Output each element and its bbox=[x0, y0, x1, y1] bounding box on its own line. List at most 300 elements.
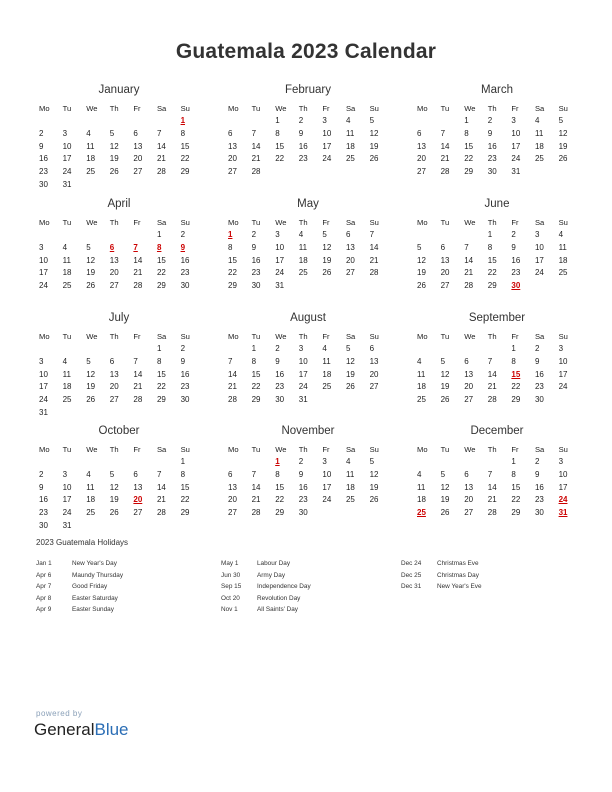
weekday-header: Tu bbox=[440, 445, 450, 454]
day-cell: 20 bbox=[464, 495, 474, 505]
day-cell: 16 bbox=[251, 255, 261, 265]
holiday-row bbox=[36, 581, 206, 593]
day-cell: 13 bbox=[345, 242, 355, 252]
day-cell: 3 bbox=[558, 344, 564, 353]
day-cell: 7 bbox=[156, 128, 162, 138]
day-cell: 6 bbox=[228, 128, 233, 138]
holiday-name: Easter Saturday bbox=[72, 594, 118, 602]
day-cell: 12 bbox=[109, 141, 119, 151]
holiday-day-cell: 1 bbox=[275, 457, 280, 466]
day-cell: 11 bbox=[86, 482, 95, 492]
weekday-header: Sa bbox=[534, 332, 545, 341]
weekday-header: Fr bbox=[322, 332, 330, 341]
month-days-grid bbox=[414, 330, 580, 407]
day-cell: 5 bbox=[322, 230, 327, 239]
empty-cell bbox=[249, 456, 273, 469]
day-cell: 15 bbox=[156, 255, 166, 265]
day-cell: 23 bbox=[534, 382, 544, 392]
weekday-header: Th bbox=[109, 445, 119, 454]
holiday-row bbox=[221, 593, 391, 605]
day-cell: 15 bbox=[180, 482, 190, 492]
empty-cell bbox=[60, 115, 84, 128]
day-cell: 14 bbox=[251, 141, 261, 151]
day-cell: 12 bbox=[369, 128, 379, 138]
holiday-day-cell: 7 bbox=[133, 242, 138, 252]
day-cell: 6 bbox=[369, 344, 375, 353]
day-cell: 10 bbox=[62, 482, 72, 492]
weekday-header: Tu bbox=[440, 218, 450, 227]
day-cell: 2 bbox=[251, 230, 257, 239]
day-cell: 5 bbox=[86, 356, 91, 366]
empty-cell bbox=[154, 115, 178, 128]
empty-cell bbox=[225, 456, 249, 469]
weekday-header: Sa bbox=[156, 332, 167, 341]
month-name: April bbox=[107, 198, 131, 210]
weekday-header: Fr bbox=[511, 445, 519, 454]
day-cell: 13 bbox=[228, 482, 237, 492]
weekday-header: Fr bbox=[133, 218, 141, 227]
day-cell: 29 bbox=[180, 508, 190, 518]
empty-cell bbox=[36, 456, 60, 469]
holiday-date: Dec 24 bbox=[401, 560, 422, 567]
day-cell: 16 bbox=[298, 141, 308, 151]
weekday-header: Fr bbox=[511, 104, 519, 113]
day-cell: 21 bbox=[156, 495, 166, 505]
day-cell: 18 bbox=[417, 382, 426, 392]
day-cell: 11 bbox=[86, 141, 95, 151]
weekday-header: We bbox=[464, 218, 476, 227]
weekday-header: Su bbox=[180, 332, 190, 341]
weekday-header: Mo bbox=[417, 104, 428, 113]
day-cell: 24 bbox=[62, 508, 72, 518]
day-cell: 17 bbox=[558, 482, 568, 492]
month-name: October bbox=[98, 425, 140, 437]
day-cell: 19 bbox=[322, 255, 332, 265]
day-cell: 17 bbox=[62, 495, 72, 505]
day-cell: 13 bbox=[133, 141, 143, 151]
month-august bbox=[225, 311, 391, 407]
day-cell: 31 bbox=[275, 281, 285, 291]
holiday-day-cell: 8 bbox=[156, 242, 162, 252]
month-name: June bbox=[484, 198, 510, 210]
day-cell: 28 bbox=[251, 508, 261, 518]
day-cell: 6 bbox=[133, 469, 138, 479]
day-cell: 23 bbox=[180, 382, 190, 392]
empty-cell bbox=[438, 456, 462, 469]
weekday-header: Su bbox=[180, 104, 190, 113]
day-cell: 30 bbox=[251, 281, 261, 291]
holiday-date: Dec 25 bbox=[401, 571, 422, 579]
day-cell: 22 bbox=[511, 495, 521, 505]
weekday-header: Fr bbox=[322, 218, 330, 227]
day-cell: 3 bbox=[39, 356, 44, 366]
empty-cell bbox=[130, 456, 154, 469]
day-cell: 7 bbox=[369, 230, 375, 239]
weekday-header: We bbox=[275, 218, 287, 227]
holiday-row bbox=[36, 593, 206, 605]
empty-cell bbox=[414, 229, 438, 242]
weekday-header: Sa bbox=[345, 104, 356, 113]
day-cell: 14 bbox=[487, 482, 497, 492]
day-cell: 6 bbox=[109, 356, 115, 366]
empty-cell bbox=[107, 115, 131, 128]
day-cell: 12 bbox=[86, 255, 96, 265]
day-cell: 11 bbox=[534, 128, 544, 138]
day-cell: 11 bbox=[345, 469, 355, 479]
day-cell: 10 bbox=[558, 469, 568, 479]
day-cell: 10 bbox=[322, 469, 332, 479]
day-cell: 28 bbox=[156, 167, 166, 177]
weekday-header: Th bbox=[109, 332, 119, 341]
day-cell: 1 bbox=[156, 230, 162, 239]
day-cell: 7 bbox=[133, 356, 138, 366]
generalblue-logo[interactable] bbox=[34, 720, 129, 740]
day-cell: 21 bbox=[487, 495, 497, 505]
month-days-grid bbox=[36, 216, 202, 293]
day-cell: 30 bbox=[180, 281, 190, 291]
weekday-header: Mo bbox=[39, 445, 50, 454]
day-cell: 5 bbox=[417, 242, 422, 252]
weekday-header: Su bbox=[558, 332, 568, 341]
day-cell: 17 bbox=[322, 141, 332, 151]
day-cell: 30 bbox=[534, 395, 544, 405]
weekday-header: We bbox=[86, 332, 98, 341]
day-cell: 19 bbox=[86, 382, 96, 392]
day-cell: 4 bbox=[534, 116, 540, 125]
month-november bbox=[225, 424, 391, 520]
day-cell: 20 bbox=[109, 382, 119, 392]
day-cell: 15 bbox=[156, 369, 166, 379]
day-cell: 10 bbox=[534, 242, 544, 252]
day-cell: 22 bbox=[156, 268, 166, 278]
holiday-day-cell: 24 bbox=[558, 495, 568, 505]
empty-cell bbox=[438, 229, 462, 242]
day-cell: 21 bbox=[133, 268, 143, 278]
day-cell: 21 bbox=[440, 154, 450, 164]
day-cell: 28 bbox=[440, 167, 450, 177]
day-cell: 24 bbox=[322, 154, 332, 164]
empty-cell bbox=[36, 229, 60, 242]
empty-cell bbox=[107, 229, 131, 242]
day-cell: 11 bbox=[417, 369, 426, 379]
weekday-header: Mo bbox=[228, 218, 239, 227]
month-name: August bbox=[290, 312, 326, 324]
day-cell: 26 bbox=[345, 382, 355, 392]
day-cell: 24 bbox=[511, 154, 521, 164]
day-cell: 19 bbox=[345, 369, 355, 379]
month-may bbox=[225, 197, 391, 293]
day-cell: 17 bbox=[322, 482, 332, 492]
empty-cell bbox=[414, 456, 438, 469]
weekday-header: We bbox=[464, 104, 476, 113]
day-cell: 19 bbox=[369, 482, 379, 492]
day-cell: 22 bbox=[275, 154, 285, 164]
holiday-row bbox=[221, 581, 391, 593]
weekday-header: Su bbox=[369, 218, 379, 227]
day-cell: 28 bbox=[487, 395, 497, 405]
day-cell: 28 bbox=[464, 281, 474, 291]
weekday-header: Sa bbox=[534, 218, 545, 227]
weekday-header: Th bbox=[487, 104, 497, 113]
weekday-header: Fr bbox=[133, 445, 141, 454]
day-cell: 25 bbox=[345, 154, 355, 164]
weekday-header: We bbox=[464, 445, 476, 454]
day-cell: 22 bbox=[180, 495, 190, 505]
day-cell: 17 bbox=[298, 369, 308, 379]
weekday-header: Mo bbox=[417, 445, 428, 454]
weekday-header: We bbox=[86, 104, 98, 113]
day-cell: 6 bbox=[345, 230, 351, 239]
weekday-header: Th bbox=[487, 445, 497, 454]
weekday-header: Fr bbox=[133, 332, 141, 341]
weekday-header: Tu bbox=[440, 332, 450, 341]
weekday-header: Tu bbox=[251, 332, 261, 341]
day-cell: 21 bbox=[369, 255, 379, 265]
empty-cell bbox=[60, 343, 84, 356]
empty-cell bbox=[36, 115, 60, 128]
weekday-header: Mo bbox=[39, 104, 50, 113]
day-cell: 3 bbox=[322, 457, 327, 466]
day-cell: 8 bbox=[487, 242, 493, 252]
month-june bbox=[414, 197, 580, 293]
day-cell: 9 bbox=[487, 128, 493, 138]
day-cell: 29 bbox=[511, 508, 521, 518]
month-days-grid bbox=[414, 443, 580, 520]
day-cell: 10 bbox=[39, 255, 48, 265]
day-cell: 25 bbox=[534, 154, 544, 164]
empty-cell bbox=[461, 456, 485, 469]
day-cell: 27 bbox=[133, 508, 143, 518]
day-cell: 2 bbox=[180, 344, 186, 353]
day-cell: 28 bbox=[156, 508, 166, 518]
day-cell: 26 bbox=[322, 268, 332, 278]
empty-cell bbox=[60, 229, 84, 242]
day-cell: 8 bbox=[228, 242, 233, 252]
day-cell: 30 bbox=[39, 520, 48, 530]
day-cell: 27 bbox=[345, 268, 355, 278]
month-name: December bbox=[470, 425, 524, 437]
day-cell: 9 bbox=[298, 469, 304, 479]
weekday-header: Fr bbox=[322, 445, 330, 454]
holiday-row bbox=[36, 604, 206, 616]
day-cell: 16 bbox=[39, 154, 48, 164]
holiday-row bbox=[221, 570, 391, 582]
weekday-header: Mo bbox=[417, 332, 428, 341]
day-cell: 24 bbox=[39, 395, 48, 405]
day-cell: 7 bbox=[251, 469, 257, 479]
day-cell: 28 bbox=[133, 281, 143, 291]
empty-cell bbox=[249, 115, 273, 128]
weekday-header: Mo bbox=[417, 218, 428, 227]
day-cell: 22 bbox=[464, 154, 474, 164]
day-cell: 14 bbox=[464, 255, 474, 265]
holiday-row bbox=[36, 558, 206, 570]
day-cell: 20 bbox=[133, 154, 143, 164]
day-cell: 25 bbox=[345, 495, 355, 505]
day-cell: 10 bbox=[298, 356, 308, 366]
day-cell: 20 bbox=[228, 495, 237, 505]
day-cell: 6 bbox=[228, 469, 233, 479]
day-cell: 15 bbox=[275, 482, 285, 492]
holiday-date: Apr 8 bbox=[36, 594, 52, 602]
weekday-header: Fr bbox=[133, 104, 141, 113]
day-cell: 24 bbox=[298, 382, 308, 392]
day-cell: 19 bbox=[86, 268, 96, 278]
day-cell: 1 bbox=[156, 344, 162, 353]
day-cell: 31 bbox=[62, 520, 72, 530]
weekday-header: Th bbox=[298, 104, 308, 113]
day-cell: 3 bbox=[62, 128, 68, 138]
day-cell: 29 bbox=[275, 508, 285, 518]
day-cell: 28 bbox=[133, 395, 143, 405]
holiday-row bbox=[401, 570, 571, 582]
holiday-row bbox=[221, 558, 391, 570]
holiday-row bbox=[221, 604, 391, 616]
day-cell: 27 bbox=[464, 395, 474, 405]
day-cell: 4 bbox=[86, 469, 91, 479]
weekday-header: Mo bbox=[39, 332, 50, 341]
day-cell: 8 bbox=[251, 356, 257, 366]
day-cell: 22 bbox=[487, 268, 497, 278]
day-cell: 5 bbox=[369, 116, 375, 125]
day-cell: 26 bbox=[109, 508, 119, 518]
day-cell: 18 bbox=[62, 382, 72, 392]
day-cell: 22 bbox=[228, 268, 237, 278]
weekday-header: Sa bbox=[345, 332, 356, 341]
day-cell: 23 bbox=[298, 495, 308, 505]
day-cell: 4 bbox=[345, 116, 351, 125]
day-cell: 4 bbox=[298, 230, 304, 239]
month-days-grid bbox=[225, 330, 391, 407]
day-cell: 7 bbox=[487, 356, 493, 366]
day-cell: 18 bbox=[62, 268, 72, 278]
day-cell: 19 bbox=[558, 141, 568, 151]
weekday-header: Fr bbox=[511, 218, 519, 227]
holiday-date: Apr 7 bbox=[36, 583, 52, 591]
day-cell: 3 bbox=[511, 116, 516, 125]
day-cell: 21 bbox=[156, 154, 166, 164]
day-cell: 17 bbox=[558, 369, 568, 379]
day-cell: 18 bbox=[298, 255, 308, 265]
day-cell: 16 bbox=[534, 482, 544, 492]
empty-cell bbox=[461, 229, 485, 242]
weekday-header: We bbox=[275, 445, 287, 454]
day-cell: 1 bbox=[251, 344, 257, 353]
day-cell: 23 bbox=[180, 268, 190, 278]
day-cell: 21 bbox=[228, 382, 237, 392]
day-cell: 29 bbox=[511, 395, 521, 405]
day-cell: 24 bbox=[275, 268, 285, 278]
weekday-header: Fr bbox=[511, 332, 519, 341]
day-cell: 14 bbox=[487, 369, 497, 379]
holiday-name: Christmas Eve bbox=[437, 560, 479, 567]
day-cell: 13 bbox=[417, 141, 426, 151]
empty-cell bbox=[485, 456, 509, 469]
month-july bbox=[36, 311, 202, 420]
empty-cell bbox=[130, 343, 154, 356]
day-cell: 30 bbox=[534, 508, 544, 518]
month-february bbox=[225, 83, 391, 179]
weekday-header: Sa bbox=[534, 445, 545, 454]
day-cell: 5 bbox=[440, 356, 446, 366]
day-cell: 6 bbox=[133, 128, 138, 138]
day-cell: 12 bbox=[86, 369, 96, 379]
day-cell: 14 bbox=[228, 369, 237, 379]
day-cell: 5 bbox=[558, 116, 564, 125]
holiday-day-cell: 15 bbox=[511, 369, 521, 379]
day-cell: 2 bbox=[298, 116, 304, 125]
day-cell: 28 bbox=[251, 167, 261, 177]
day-cell: 19 bbox=[369, 141, 379, 151]
day-cell: 9 bbox=[180, 356, 186, 366]
month-september bbox=[414, 311, 580, 407]
day-cell: 13 bbox=[369, 356, 379, 366]
day-cell: 18 bbox=[534, 141, 544, 151]
day-cell: 21 bbox=[133, 382, 143, 392]
month-name: May bbox=[297, 198, 319, 210]
day-cell: 13 bbox=[464, 482, 474, 492]
day-cell: 26 bbox=[558, 154, 568, 164]
month-october bbox=[36, 424, 202, 533]
empty-cell bbox=[130, 115, 154, 128]
weekday-header: Tu bbox=[62, 332, 72, 341]
month-name: January bbox=[98, 84, 140, 96]
weekday-header: Sa bbox=[345, 445, 356, 454]
day-cell: 1 bbox=[180, 457, 186, 466]
weekday-header: Tu bbox=[251, 218, 261, 227]
day-cell: 9 bbox=[39, 141, 44, 151]
weekday-header: Tu bbox=[251, 104, 261, 113]
day-cell: 2 bbox=[511, 230, 516, 239]
weekday-header: Th bbox=[487, 218, 497, 227]
day-cell: 11 bbox=[62, 255, 71, 265]
day-cell: 7 bbox=[251, 128, 257, 138]
day-cell: 9 bbox=[511, 242, 516, 252]
day-cell: 31 bbox=[62, 179, 72, 189]
holiday-name: Good Friday bbox=[72, 583, 108, 591]
day-cell: 4 bbox=[62, 356, 68, 366]
day-cell: 12 bbox=[345, 356, 355, 366]
day-cell: 1 bbox=[511, 344, 516, 353]
day-cell: 2 bbox=[534, 457, 540, 466]
holiday-name: Maundy Thursday bbox=[72, 571, 124, 579]
day-cell: 2 bbox=[39, 469, 44, 479]
day-cell: 4 bbox=[417, 356, 422, 366]
holiday-row bbox=[401, 558, 571, 570]
holidays-heading: 2023 Guatemala Holidays bbox=[36, 538, 129, 547]
day-cell: 19 bbox=[109, 495, 119, 505]
day-cell: 23 bbox=[511, 268, 521, 278]
empty-cell bbox=[130, 229, 154, 242]
day-cell: 13 bbox=[440, 255, 450, 265]
day-cell: 12 bbox=[322, 242, 332, 252]
day-cell: 31 bbox=[39, 407, 48, 417]
weekday-header: Sa bbox=[156, 218, 167, 227]
day-cell: 26 bbox=[369, 495, 379, 505]
month-days-grid bbox=[36, 102, 202, 192]
day-cell: 8 bbox=[464, 128, 469, 138]
weekday-header: Tu bbox=[62, 445, 72, 454]
day-cell: 7 bbox=[487, 469, 493, 479]
holiday-date: May 1 bbox=[221, 560, 239, 567]
weekday-header: Mo bbox=[228, 445, 239, 454]
day-cell: 5 bbox=[86, 242, 91, 252]
day-cell: 27 bbox=[109, 395, 119, 405]
holiday-name: All Saints' Day bbox=[257, 606, 298, 614]
weekday-header: Tu bbox=[440, 104, 450, 113]
day-cell: 27 bbox=[440, 281, 450, 291]
day-cell: 31 bbox=[298, 395, 308, 405]
